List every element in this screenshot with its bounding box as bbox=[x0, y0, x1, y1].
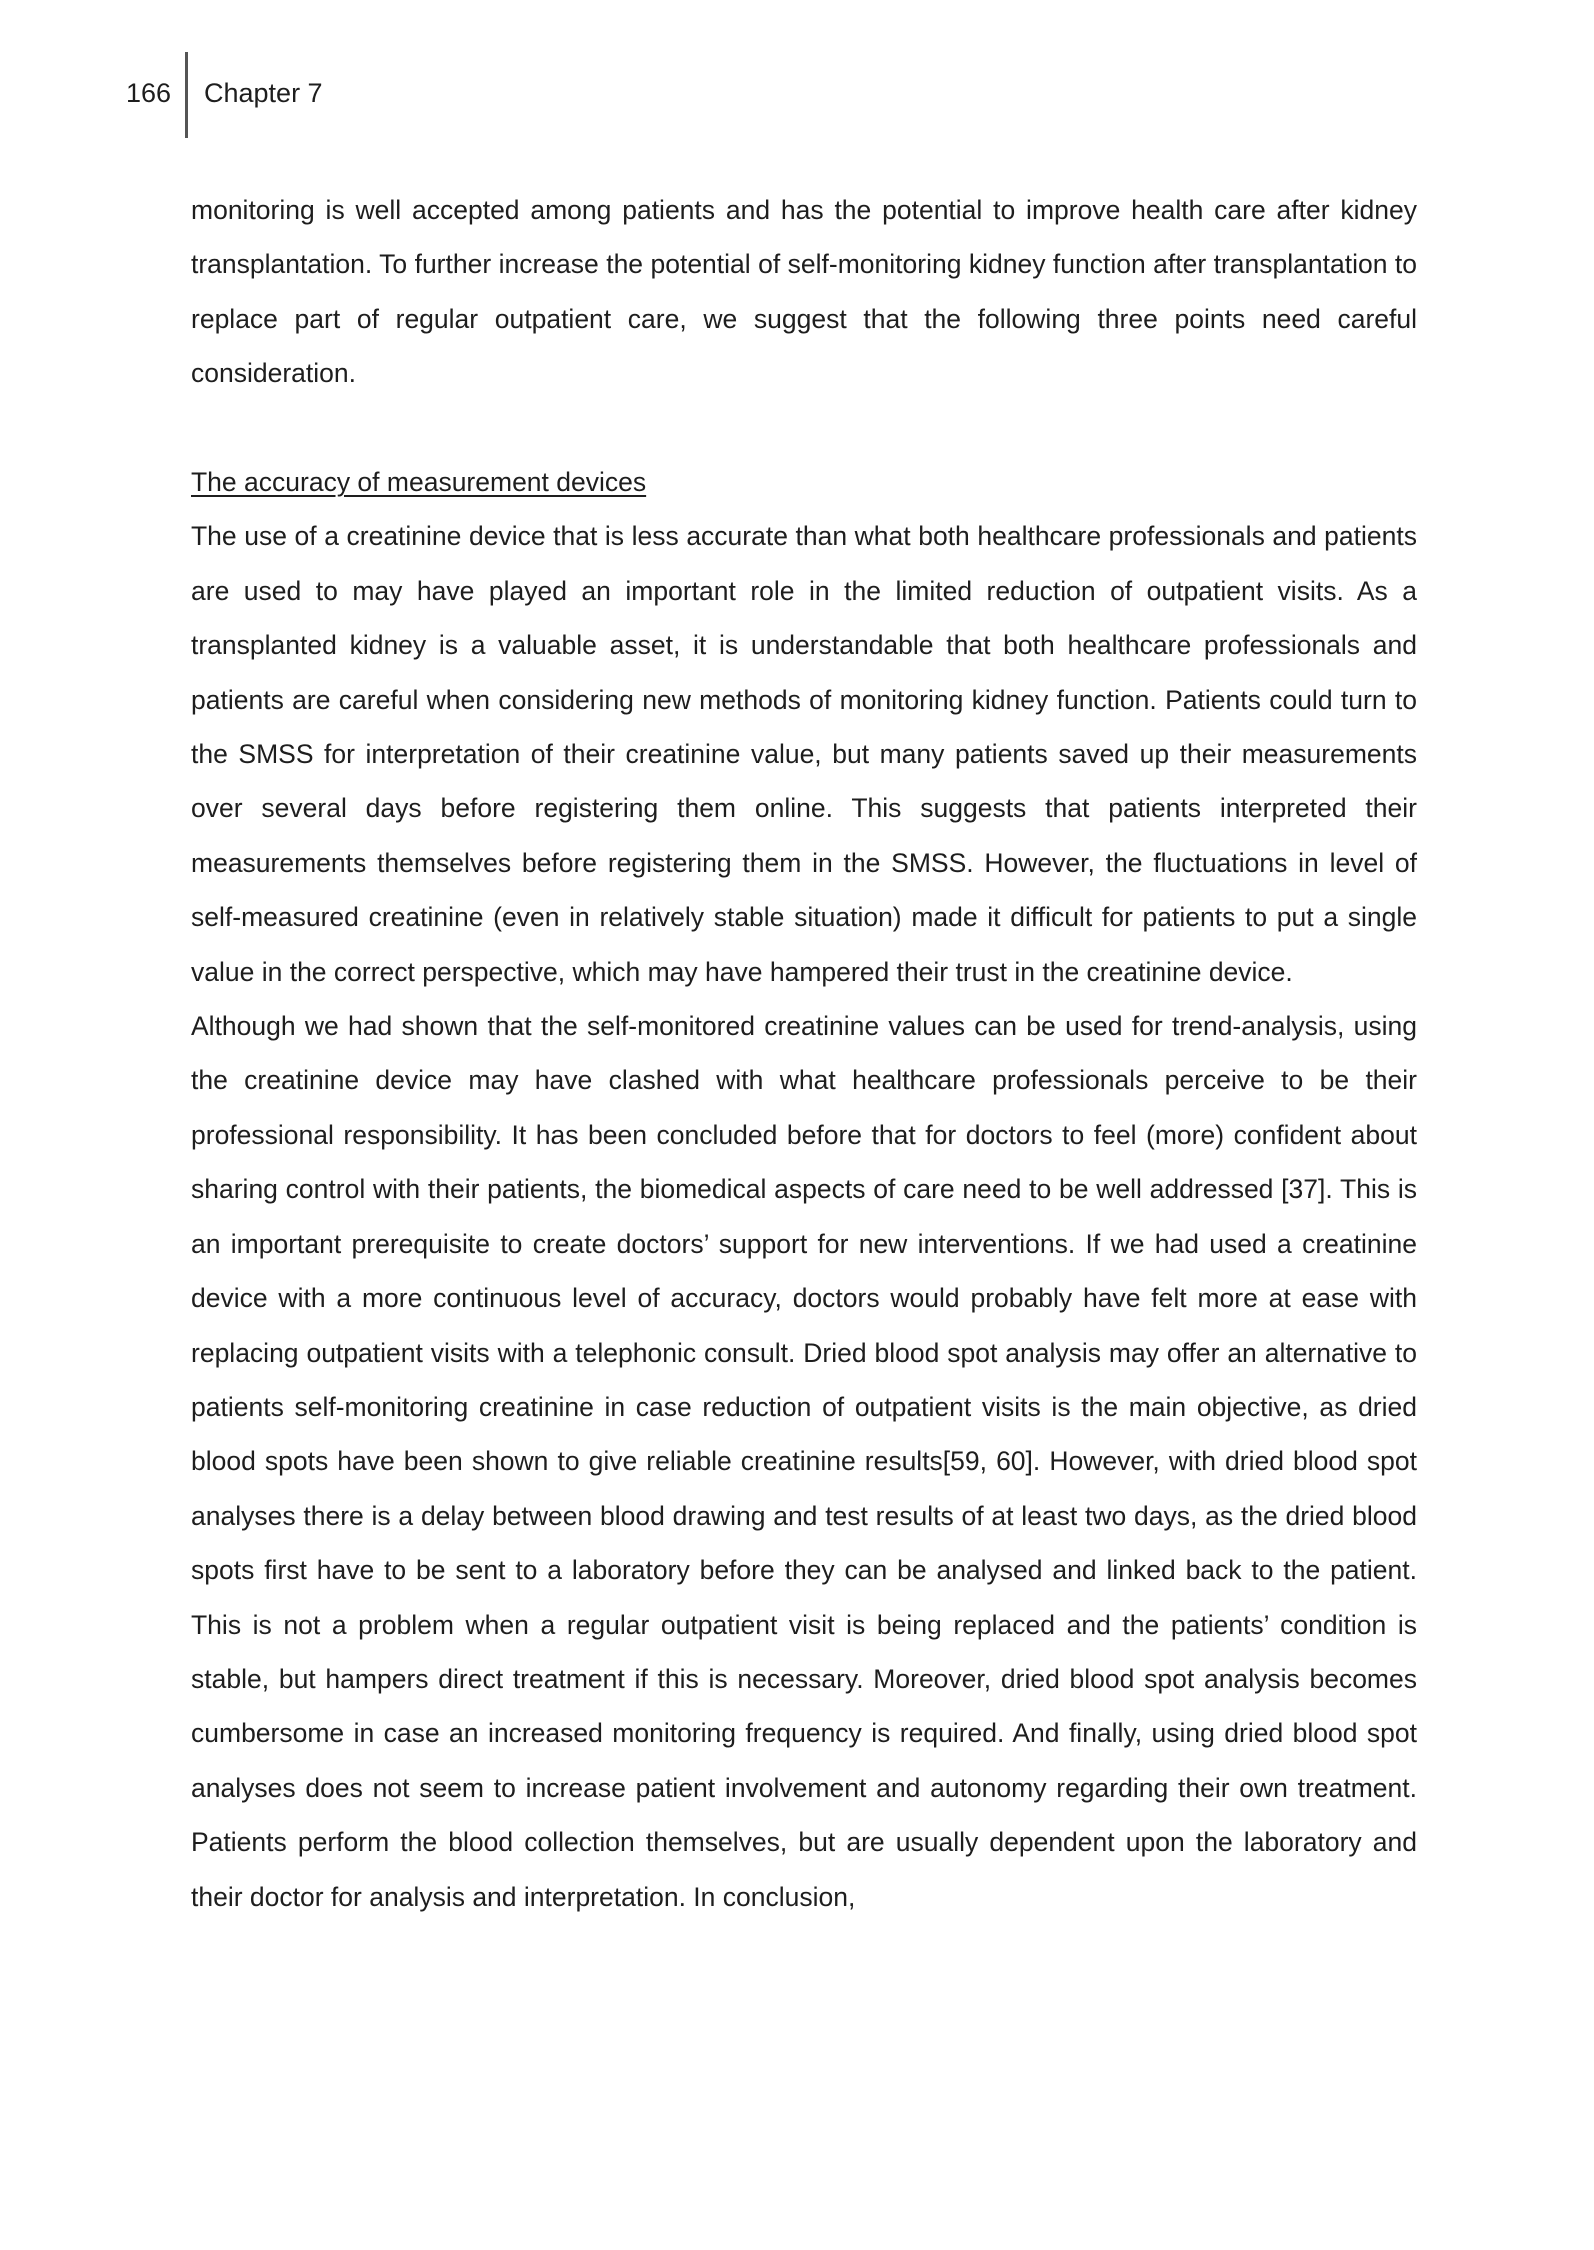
paragraph-accuracy: The use of a creatinine device that is less accurate than what both healthcare professionals and patients are used to may have played an important role in the limited reduction of outpatient visits. As a transplanted kidney is a valuable asset, it is understandable that both healthcare professionals and patients are careful when considering new methods of monitoring kidney function. Patients could turn to the SMSS for interpretation of their creatinine value, but many patients saved up their measurements over several days before registering them online. This suggests that patients interpreted their measurements themselves before registering them in the SMSS. However, the fluctuations in level of self-measured creatinine (even in relatively stable situation) made it difficult for patients to put a single value in the correct perspective, which may have hampered their trust in the creatinine device. bbox=[191, 521, 1417, 987]
body-text bbox=[191, 183, 1417, 1924]
page-number: 166 bbox=[125, 78, 171, 108]
header-divider bbox=[185, 52, 188, 138]
chapter-title: Chapter 7 bbox=[204, 78, 323, 108]
intro-paragraph: monitoring is well accepted among patients and has the potential to improve health care after kidney transplantation. To further increase the potential of self-monitoring kidney function after transplantation to replace part of regular outpatient care, we suggest that the following three points need careful consideration. bbox=[191, 195, 1417, 389]
section-heading-text: The accuracy of measurement devices bbox=[191, 467, 647, 498]
page-header bbox=[0, 0, 1594, 140]
paragraph-dried-blood-spot: Although we had shown that the self-monitored creatinine values can be used for trend-analysis, using the creatinine device may have clashed with what healthcare professionals perceive to be their professional responsibility. It has been concluded before that for doctors to feel (more) confident about sharing control with their patients, the biomedical aspects of care need to be well addressed [37]. This is an important prerequisite to create doctors’ support for new interventions. If we had used a creatinine device with a more continuous level of accuracy, doctors would probably have felt more at ease with replacing outpatient visits with a telephonic consult. Dried blood spot analysis may offer an alternative to patients self-monitoring creatinine in case reduction of outpatient visits is the main objective, as dried blood spots have been shown to give reliable creatinine results[59, 60]. However, with dried blood spot analyses there is a delay between blood drawing and test results of at least two days, as the dried blood spots first have to be sent to a laboratory before they can be analysed and linked back to the patient. This is not a problem when a regular outpatient visit is being replaced and the patients’ condition is stable, but hampers direct treatment if this is necessary. Moreover, dried blood spot analysis becomes cumbersome in case an increased monitoring frequency is required. And finally, using dried blood spot analyses does not seem to increase patient involvement and autonomy regarding their own treatment. Patients perform the blood collection themselves, but are usually dependent upon the laboratory and their doctor for analysis and interpretation. In conclusion, bbox=[191, 1011, 1417, 1912]
section-spacer bbox=[191, 401, 1417, 455]
section-heading bbox=[191, 455, 1417, 509]
